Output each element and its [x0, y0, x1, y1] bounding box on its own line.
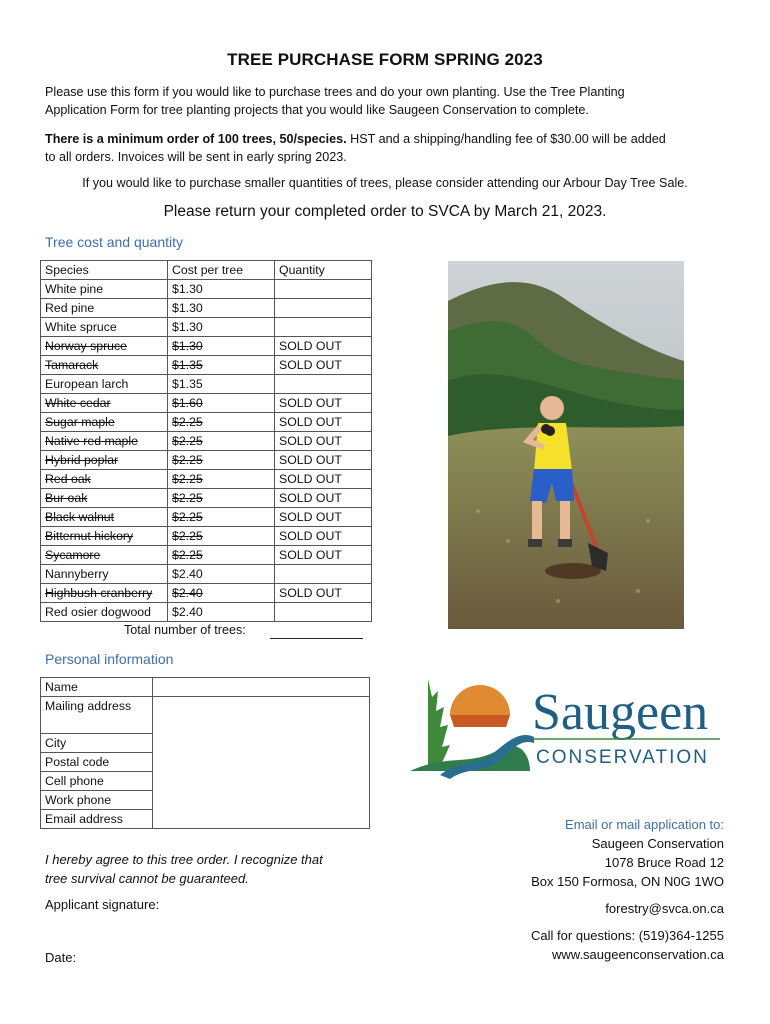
table-row	[41, 603, 372, 622]
agreement-line-1: I hereby agree to this tree order. I recognize that	[45, 852, 323, 867]
quantity-input-cell[interactable]	[275, 603, 372, 622]
date-label: Date:	[45, 950, 77, 965]
species-cell: White cedar	[41, 394, 168, 413]
boy-planting-photo	[448, 261, 684, 629]
species-cell: Red pine	[41, 299, 168, 318]
contact-block	[531, 815, 724, 891]
contact-org: Saugeen Conservation	[591, 836, 724, 851]
cost-cell: $1.30	[168, 299, 275, 318]
personal-section-heading: Personal information	[45, 651, 174, 667]
saugeen-logo	[410, 667, 730, 779]
field-label-mailing-address: Mailing address	[41, 697, 153, 734]
address-field[interactable]	[153, 697, 370, 829]
tree-table-header-row	[41, 261, 372, 280]
field-label-city: City	[41, 734, 153, 753]
cost-cell: $2.25	[168, 470, 275, 489]
agreement-line-2: tree survival cannot be guaranteed.	[45, 871, 249, 886]
sold-out-cell: SOLD OUT	[275, 527, 372, 546]
table-row	[41, 489, 372, 508]
total-trees-field[interactable]	[270, 638, 363, 639]
field-label-postal-code: Postal code	[41, 753, 153, 772]
species-cell: Sugar maple	[41, 413, 168, 432]
cost-cell: $1.30	[168, 280, 275, 299]
table-row	[41, 432, 372, 451]
table-row	[41, 451, 372, 470]
sold-out-cell: SOLD OUT	[275, 451, 372, 470]
cost-cell: $1.30	[168, 318, 275, 337]
tree-section-heading: Tree cost and quantity	[45, 234, 184, 250]
personal-row-address	[41, 697, 370, 734]
table-row	[41, 375, 372, 394]
cost-cell: $1.60	[168, 394, 275, 413]
table-row	[41, 565, 372, 584]
intro-line-1: Please use this form if you would like to purchase trees and do your own planting. Use the Tree Planting	[45, 85, 625, 99]
species-cell: European larch	[41, 375, 168, 394]
signature-label: Applicant signature:	[45, 897, 160, 912]
species-cell: Nannyberry	[41, 565, 168, 584]
saugeen-logo-graphic	[410, 667, 730, 779]
table-row	[41, 546, 372, 565]
smaller-quantity-note: If you would like to purchase smaller quantities of trees, please consider attending our Arbour Day Tree Sale.	[82, 176, 688, 190]
form-title: TREE PURCHASE FORM SPRING 2023	[227, 50, 543, 69]
signature-field[interactable]	[45, 918, 345, 946]
species-cell: Red osier dogwood	[41, 603, 168, 622]
quantity-input-cell[interactable]	[275, 375, 372, 394]
col-header-cost: Cost per tree	[168, 261, 275, 280]
personal-info-table	[40, 677, 370, 829]
contact-box: Box 150 Formosa, ON N0G 1WO	[531, 874, 724, 889]
species-cell: Bur oak	[41, 489, 168, 508]
contact-heading: Email or mail application to:	[565, 817, 724, 832]
species-cell: Native red maple	[41, 432, 168, 451]
cost-cell: $1.35	[168, 375, 275, 394]
total-trees-label: Total number of trees:	[124, 623, 246, 637]
table-row	[41, 318, 372, 337]
sold-out-cell: SOLD OUT	[275, 356, 372, 375]
table-row	[41, 337, 372, 356]
agreement-text	[45, 850, 323, 888]
species-cell: Norway spruce	[41, 337, 168, 356]
date-field[interactable]	[85, 946, 345, 968]
species-cell: Black walnut	[41, 508, 168, 527]
cost-cell: $2.25	[168, 489, 275, 508]
cost-cell: $2.25	[168, 451, 275, 470]
sold-out-cell: SOLD OUT	[275, 413, 372, 432]
table-row	[41, 527, 372, 546]
contact-phone: Call for questions: (519)364-1255	[531, 928, 724, 943]
return-deadline: Please return your completed order to SVCA by March 21, 2023.	[163, 203, 607, 220]
minimum-order-line-2: to all orders. Invoices will be sent in early spring 2023.	[45, 150, 347, 164]
species-cell: White spruce	[41, 318, 168, 337]
table-row	[41, 299, 372, 318]
logo-word-saugeen: Saugeen	[532, 684, 709, 741]
species-cell: Hybrid poplar	[41, 451, 168, 470]
sold-out-cell: SOLD OUT	[275, 508, 372, 527]
col-header-species: Species	[41, 261, 168, 280]
personal-row-name	[41, 678, 370, 697]
cost-cell: $1.35	[168, 356, 275, 375]
species-cell: White pine	[41, 280, 168, 299]
cost-cell: $2.40	[168, 603, 275, 622]
field-label-name: Name	[41, 678, 153, 697]
intro-paragraph	[45, 83, 735, 119]
quantity-input-cell[interactable]	[275, 280, 372, 299]
table-row	[41, 356, 372, 375]
cost-cell: $2.25	[168, 546, 275, 565]
table-row	[41, 508, 372, 527]
contact-street: 1078 Bruce Road 12	[604, 855, 724, 870]
minimum-order-rest: HST and a shipping/handling fee of $30.00 will be added	[346, 132, 666, 146]
sold-out-cell: SOLD OUT	[275, 470, 372, 489]
table-row	[41, 280, 372, 299]
sold-out-cell: SOLD OUT	[275, 489, 372, 508]
sold-out-cell: SOLD OUT	[275, 546, 372, 565]
contact-website[interactable]: www.saugeenconservation.ca	[552, 947, 724, 962]
sold-out-cell: SOLD OUT	[275, 394, 372, 413]
cost-cell: $2.40	[168, 565, 275, 584]
table-row	[41, 413, 372, 432]
table-row	[41, 584, 372, 603]
cost-cell: $1.30	[168, 337, 275, 356]
species-cell: Sycamore	[41, 546, 168, 565]
species-cell: Red oak	[41, 470, 168, 489]
sold-out-cell: SOLD OUT	[275, 584, 372, 603]
minimum-order-bold: There is a minimum order of 100 trees, 50/species.	[45, 132, 347, 146]
name-field[interactable]	[153, 678, 370, 697]
quantity-input-cell[interactable]	[275, 318, 372, 337]
photo-illustration	[448, 261, 684, 629]
table-row	[41, 394, 372, 413]
tree-table-body	[41, 261, 372, 622]
cost-cell: $2.25	[168, 413, 275, 432]
cost-cell: $2.25	[168, 432, 275, 451]
quantity-input-cell[interactable]	[275, 299, 372, 318]
sold-out-cell: SOLD OUT	[275, 337, 372, 356]
field-label-email: Email address	[41, 810, 153, 829]
table-row	[41, 470, 372, 489]
contact-phone-block	[531, 926, 724, 964]
contact-email[interactable]: forestry@svca.on.ca	[605, 901, 724, 916]
minimum-order-paragraph	[45, 130, 735, 166]
quantity-input-cell[interactable]	[275, 565, 372, 584]
species-cell: Bitternut hickory	[41, 527, 168, 546]
cost-cell: $2.25	[168, 527, 275, 546]
intro-line-2: Application Form for tree planting projects that you would like Saugeen Conservation to complete.	[45, 103, 589, 117]
cost-cell: $2.40	[168, 584, 275, 603]
col-header-quantity: Quantity	[275, 261, 372, 280]
tree-table	[40, 260, 372, 622]
field-label-work-phone: Work phone	[41, 791, 153, 810]
species-cell: Tamarack	[41, 356, 168, 375]
species-cell: Highbush cranberry	[41, 584, 168, 603]
field-label-cell-phone: Cell phone	[41, 772, 153, 791]
cost-cell: $2.25	[168, 508, 275, 527]
logo-word-conservation: CONSERVATION	[536, 747, 709, 768]
sold-out-cell: SOLD OUT	[275, 432, 372, 451]
